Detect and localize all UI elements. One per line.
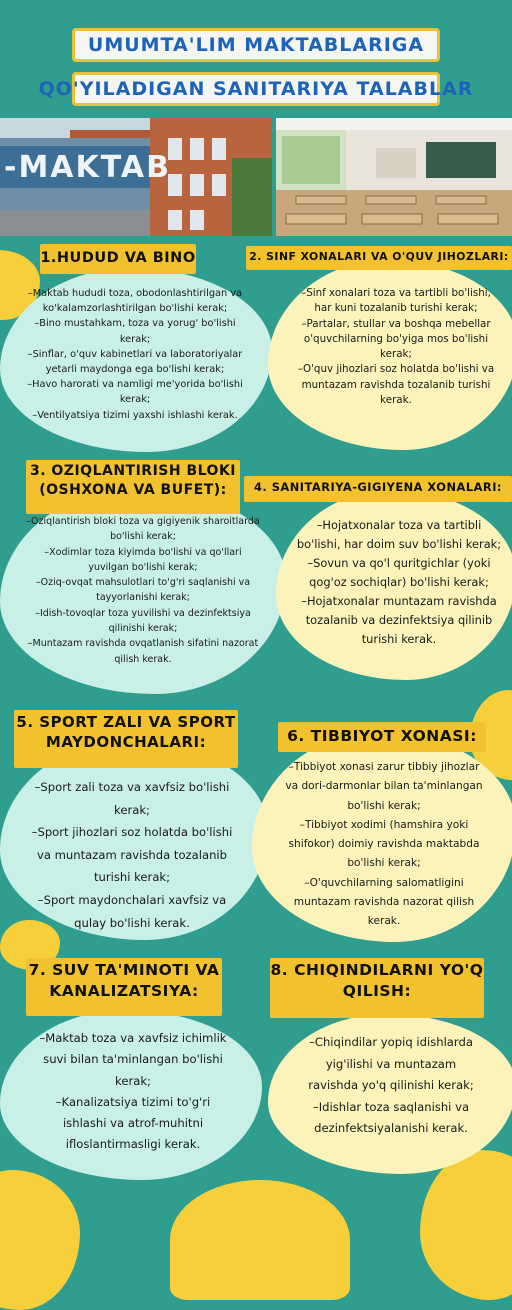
- decorative-shape: [170, 1180, 350, 1300]
- section-5-body: –Sport zali toza va xavfsiz bo'lishi kerak; –Sport jihozlari soz holatda bo'lishi va muntazam ravishda tozalanib turishi kerak; –Sport maydonchalari xavfsiz va qulay bo'lishi kerak.: [31, 780, 233, 930]
- decorative-shape: [0, 1170, 80, 1310]
- classroom-photo: [276, 118, 512, 236]
- section-7-heading: 7. SUV TA'MINOTI VA KANALIZATSIYA:: [26, 958, 222, 1016]
- section-1-heading: 1.HUDUD VA BINO: [40, 244, 196, 274]
- section-2-heading: 2. SINF XONALARI VA O'QUV JIHOZLARI:: [246, 246, 512, 270]
- section-6-body: –Tibbiyot xonasi zarur tibbiy jihozlar va dori-darmonlar bilan ta'minlangan bo'lishi kerak; –Tibbiyot xodimi (hamshira yoki shifokor) doimiy ravishda maktabda bo'lishi kerak; –O'quvchilarning salomatligini muntazam ravishda nazorat qilish kerak.: [285, 761, 483, 928]
- section-8-body: –Chiqindilar yopiq idishlarda yig'ilishi va muntazam ravishda yo'q qilinishi kerak; –Idishlar toza saqlanishi va dezinfektsiyalanishi kerak.: [308, 1035, 474, 1136]
- title-text: QO'YILADIGAN SANITARIYA TALABLAR: [38, 78, 474, 100]
- section-5-heading: 5. SPORT ZALI VA SPORT MAYDONCHALARI:: [14, 710, 238, 768]
- section-6-heading: 6. TIBBIYOT XONASI:: [278, 722, 486, 752]
- decorative-shape: [420, 1150, 512, 1300]
- section-3-body: –Oziqlantirish bloki toza va gigiyenik sharoitlarda bo'lishi kerak; –Xodimlar toza kiyimda bo'lishi va qo'llari yuvilgan bo'lishi kerak; –Oziq-ovqat mahsulotlari to'g'ri saqlanishi va tayyorlanishi kerak; –Idish-tovoqlar toza yuvilishi va dezinfektsiya qilinishi kerak; –Muntazam ravishda ovqatlanish sifatini nazorat qilish kerak.: [26, 516, 260, 665]
- section-7-body: –Maktab toza va xavfsiz ichimlik suvi bilan ta'minlangan bo'lishi kerak; –Kanalizatsiya tizimi to'g'ri ishlashi va atrof-muhitni ifloslantirmasligi kerak.: [39, 1031, 227, 1152]
- section-4-body: –Hojatxonalar toza va tartibli bo'lishi, har doim suv bo'lishi kerak; –Sovun va qo'l quritgichlar (yoki qog'oz sochiqlar) bo'lishi kerak; –Hojatxonalar muntazam ravishda tozalanib va dezinfektsiya qilinib turishi kerak.: [296, 518, 502, 646]
- school-sign-text: -MAKTAB: [4, 150, 171, 185]
- page-title-line-2: [38, 72, 474, 106]
- title-text: UMUMTA'LIM MAKTABLARIGA: [87, 34, 425, 56]
- section-8-heading: 8. CHIQINDILARNI YO'Q QILISH:: [270, 958, 484, 1018]
- section-2-body: –Sinf xonalari toza va tartibli bo'lishi, har kuni tozalanib turishi kerak; –Partalar, stullar va boshqa mebellar o'quvchilarning bo'yiga mos bo'lishi kerak; –O'quv jihozlari soz holatda bo'lishi va muntazam ravishda tozalanib turishi kerak.: [297, 287, 495, 407]
- section-4-heading: 4. SANITARIYA-GIGIYENA XONALARI:: [244, 476, 512, 502]
- section-1-body: –Maktab hududi toza, obodonlashtirilgan va ko'kalamzorlashtirilgan bo'lishi kerak; –Bino mustahkam, toza va yorug' bo'lishi kerak; –Sinflar, o'quv kabinetlari va laboratoriyalar yetarli maydonga ega bo'lishi kerak; –Havo harorati va namligi me'yorida bo'lishi kerak; –Ventilyatsiya tizimi yaxshi ishlashi kerak.: [27, 288, 243, 421]
- page-title-line-1: [72, 28, 440, 62]
- section-3-heading: 3. OZIQLANTIRISH BLOKI (OSHXONA VA BUFET):: [26, 460, 240, 514]
- school-building-photo: [0, 118, 272, 236]
